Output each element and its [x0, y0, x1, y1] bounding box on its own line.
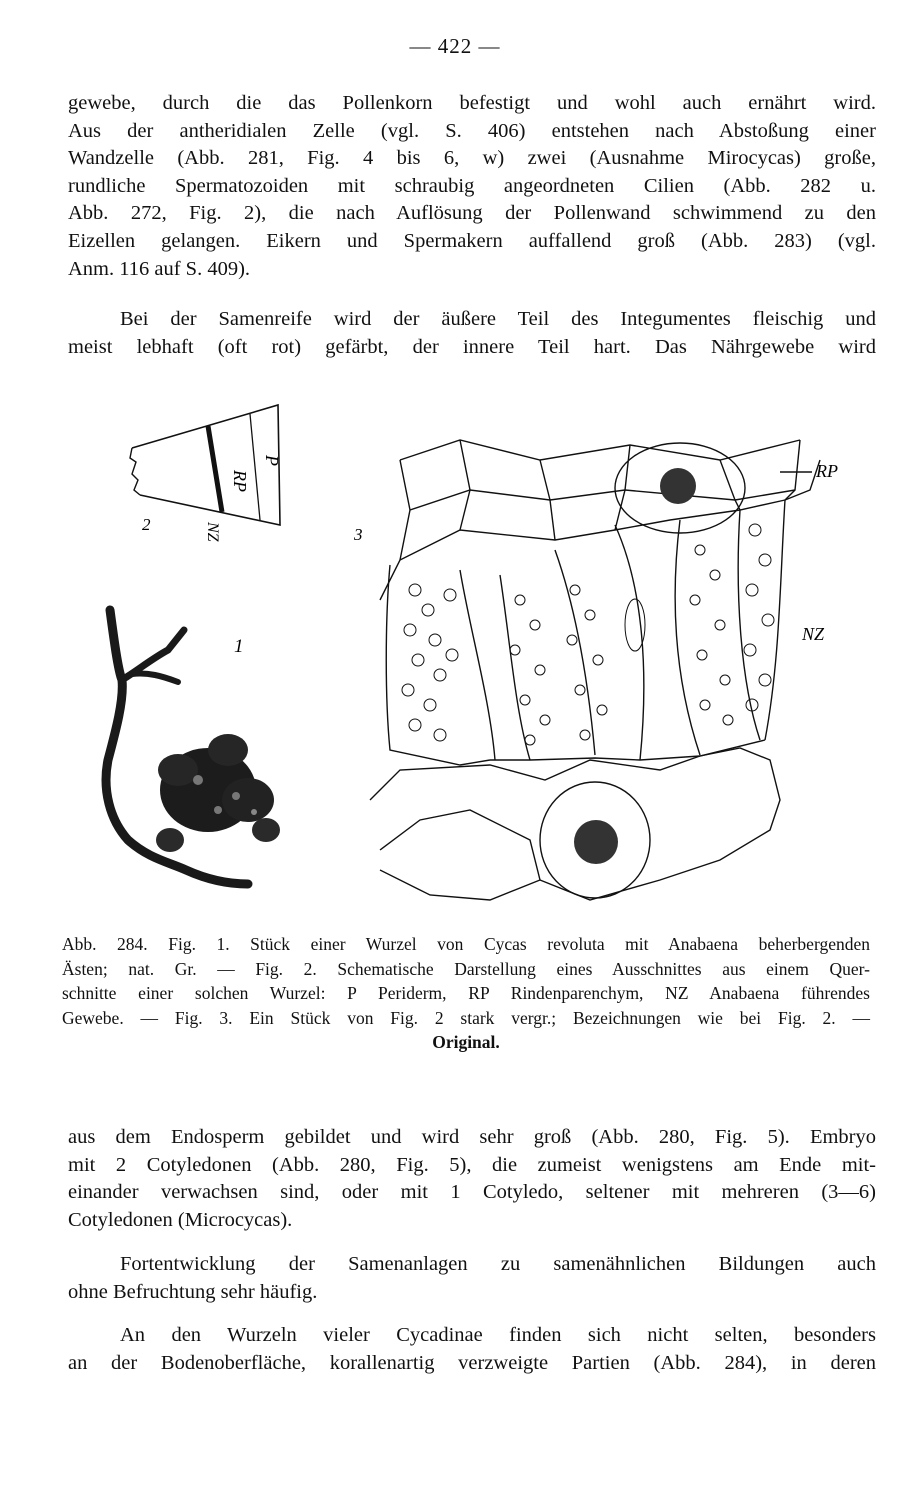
text-line: Eizellen gelangen. Eikern und Spermakern auffallend groß (Abb. 283) (vgl. — [68, 229, 876, 252]
label-nz: NZ — [204, 522, 221, 542]
label-p: P — [262, 455, 282, 466]
fig3-cell-section — [340, 400, 860, 920]
fig3-number: 3 — [354, 525, 363, 544]
caption-line: Gewebe. — Fig. 3. Ein Stück von Fig. 2 stark vergr.; Bezeichnungen wie bei Fig. 2. — — [62, 1007, 870, 1028]
text-line: meist lebhaft (oft rot) gefärbt, der innere Teil hart. Das Nährgewebe wird — [68, 335, 876, 358]
text-line: rundliche Spermatozoiden mit schraubig angeordneten Cilien (Abb. 282 u. — [68, 174, 876, 197]
text-line: mit 2 Cotyledonen (Abb. 280, Fig. 5), die zumeist wenigstens am Ende mit- — [68, 1153, 876, 1176]
caption-line: Abb. 284. Fig. 1. Stück einer Wurzel von Cycas revoluta mit Anabaena beherbergenden — [62, 934, 870, 954]
caption-original: Original. — [432, 1032, 500, 1052]
text-line: Bei der Samenreife wird der äußere Teil des Integumentes fleischig und — [120, 308, 876, 330]
text-line: Aus der antheridialen Zelle (vgl. S. 406) entstehen nach Abstoßung einer — [68, 119, 876, 142]
text-line: aus dem Endosperm gebildet und wird sehr groß (Abb. 280, Fig. 5). Embryo — [68, 1126, 876, 1148]
caption-line: schnitte einer solchen Wurzel: P Periderm, RP Rindenparenchym, NZ Anabaena führendes — [62, 983, 870, 1003]
text-line: an der Bodenoberfläche, korallenartig verzweigte Partien (Abb. 284), in deren — [68, 1351, 876, 1374]
text-line: Anm. 116 auf S. 409). — [68, 257, 251, 280]
fig1-number: 1 — [234, 636, 244, 657]
label-nz-fig3: NZ — [802, 624, 825, 644]
fig2-schematic — [120, 400, 300, 560]
text-line: Abb. 272, Fig. 2), die nach Auflösung der Pollenwand schwimmend zu den — [68, 202, 876, 225]
page-number: — 422 — — [409, 34, 501, 58]
text-line: An den Wurzeln vieler Cycadinae finden sich nicht selten, besonders — [120, 1324, 876, 1346]
paragraph-2 — [68, 306, 876, 361]
figure-caption — [62, 932, 870, 1055]
text-line: einander verwachsen sind, oder mit 1 Cotyledo, seltener mit mehreren (3—6) — [68, 1181, 876, 1204]
text-line: ohne Befruchtung sehr häufig. — [68, 1280, 318, 1303]
label-rp: RP — [230, 470, 250, 492]
text-line: Cotyledonen (Microcycas). — [68, 1208, 293, 1231]
text-line: Fortentwicklung der Samenanlagen zu samenähnlichen Bildungen auch — [120, 1253, 876, 1275]
paragraph-4 — [68, 1251, 876, 1306]
paragraph-5 — [68, 1322, 876, 1377]
text-line: gewebe, durch die das Pollenkorn befestigt und wohl auch ernährt wird. — [68, 92, 876, 114]
caption-line: Ästen; nat. Gr. — Fig. 2. Schematische Darstellung eines Ausschnittes aus einem Quer- — [62, 958, 870, 979]
text-line: Wandzelle (Abb. 281, Fig. 4 bis 6, w) zwei (Ausnahme Mirocycas) große, — [68, 147, 876, 170]
paragraph-3 — [68, 1124, 876, 1234]
fig1-root-drawing — [88, 600, 298, 900]
fig2-number: 2 — [142, 515, 151, 534]
paragraph-1 — [68, 90, 876, 283]
label-rp-fig3: RP — [816, 461, 838, 481]
